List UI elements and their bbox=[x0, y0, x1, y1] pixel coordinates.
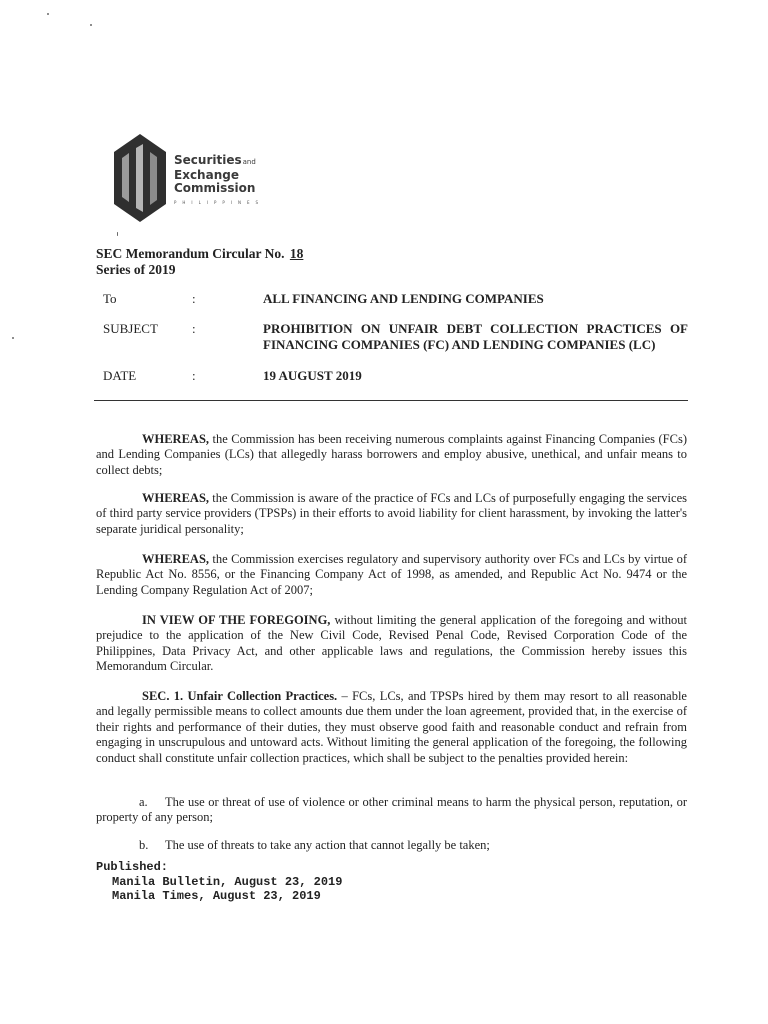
paragraph-text: – FCs, LCs, and TPSPs hired by them may resort to all reasonable and legally permissible means to collect amounts due them under the loan agreement, provided that, in the exercise of their rights and performance of their duties, they must observe good faith and reasonable conduct and refrain from engaging in unscrupulous and untoward acts. Without limiting the general application of the foregoing, the following conduct shall constitute unfair collection practices, which shall be subject to the penalties provided herein: bbox=[96, 689, 687, 765]
whereas-paragraph-2 bbox=[96, 491, 687, 537]
scan-speck bbox=[47, 13, 49, 15]
paragraph-lead: WHEREAS, bbox=[142, 432, 210, 446]
paragraph-text: the Commission has been receiving numerous complaints against Financing Companies (FCs) and Lending Companies (LCs) that allegedly harass borrowers and employ abusive, unethical, and unfair means to collect debts; bbox=[96, 432, 687, 477]
header-subject-label: SUBJECT bbox=[103, 321, 158, 336]
logo-line-3: Commission bbox=[174, 181, 256, 195]
published-label: Published: bbox=[96, 860, 169, 874]
header-to-label: To bbox=[103, 291, 117, 306]
paragraph-lead: WHEREAS, bbox=[142, 491, 210, 505]
paragraph-text: the Commission exercises regulatory and supervisory authority over FCs and LCs by virtue of Republic Act No. 8556, or the Financing Company Act of 1998, as amended, and Republic Act No. 9474 or the Lending Company Regulation Act of 2007; bbox=[96, 552, 687, 597]
list-item-text: The use of threats to take any action that cannot legally be taken; bbox=[165, 838, 490, 852]
list-item-a bbox=[96, 795, 687, 826]
list-item-marker: b. bbox=[139, 838, 149, 852]
list-item-text: The use or threat of use of violence or other criminal means to harm the physical person, reputation, or property of any person; bbox=[96, 795, 687, 825]
scan-speck bbox=[117, 232, 118, 236]
logo-line-2: Exchange bbox=[174, 168, 239, 182]
circular-title bbox=[96, 246, 303, 262]
header-date-colon: : bbox=[192, 368, 196, 383]
header-to-colon: : bbox=[192, 291, 196, 306]
paragraph-lead: SEC. 1. Unfair Collection Practices. bbox=[142, 689, 338, 703]
paragraph-text: without limiting the general application of the foregoing and without prejudice to the application of the New Civil Code, Revised Penal Code, Revised Corporation Code of the Philippines, Data Privacy Act, and other applicable laws and regulations, the Commission hereby issues this Memorandum Circular. bbox=[96, 613, 687, 674]
list-item-marker: a. bbox=[139, 795, 148, 809]
whereas-paragraph-3 bbox=[96, 552, 687, 598]
header-subject-value: PROHIBITION ON UNFAIR DEBT COLLECTION PRACTICES OF FINANCING COMPANIES (FC) AND LENDING COMPANIES (LC) bbox=[263, 321, 688, 352]
published-line-2: Manila Times, August 23, 2019 bbox=[112, 889, 321, 903]
list-item-b bbox=[96, 838, 687, 853]
circular-series: Series of 2019 bbox=[96, 262, 176, 277]
logo-line-4: PHILIPPINES bbox=[174, 200, 265, 205]
paragraph-lead: WHEREAS, bbox=[142, 552, 210, 566]
paragraph-lead: IN VIEW OF THE FOREGOING, bbox=[142, 613, 331, 627]
published-line-1: Manila Bulletin, August 23, 2019 bbox=[112, 874, 343, 889]
circular-title-prefix: SEC Memorandum Circular No. bbox=[96, 246, 285, 261]
header-to-value: ALL FINANCING AND LENDING COMPANIES bbox=[263, 291, 544, 306]
scan-speck bbox=[12, 337, 14, 339]
published-stamp bbox=[96, 860, 342, 904]
sec-logo-wordmark bbox=[174, 154, 264, 209]
whereas-paragraph-1 bbox=[96, 432, 687, 478]
circular-number: 18 bbox=[289, 246, 304, 261]
in-view-paragraph bbox=[96, 613, 687, 675]
circular-title-block bbox=[96, 246, 303, 278]
header-subject-colon: : bbox=[192, 321, 196, 336]
scan-speck bbox=[90, 24, 92, 26]
header-date-label: DATE bbox=[103, 368, 137, 383]
header-date-value: 19 AUGUST 2019 bbox=[263, 368, 362, 383]
sec-logo bbox=[110, 132, 300, 224]
sec-logo-mark-icon bbox=[110, 132, 170, 224]
logo-line-1-small: and bbox=[242, 158, 256, 166]
paragraph-text: the Commission is aware of the practice of FCs and LCs of purposefully engaging the services of third party service providers (TPSPs) in their efforts to avoid liability for client harassment, by invoking the latter's separate juridical personality; bbox=[96, 491, 687, 536]
section-1-paragraph bbox=[96, 689, 687, 766]
header-divider bbox=[94, 400, 688, 401]
logo-line-1: Securities bbox=[174, 153, 242, 167]
